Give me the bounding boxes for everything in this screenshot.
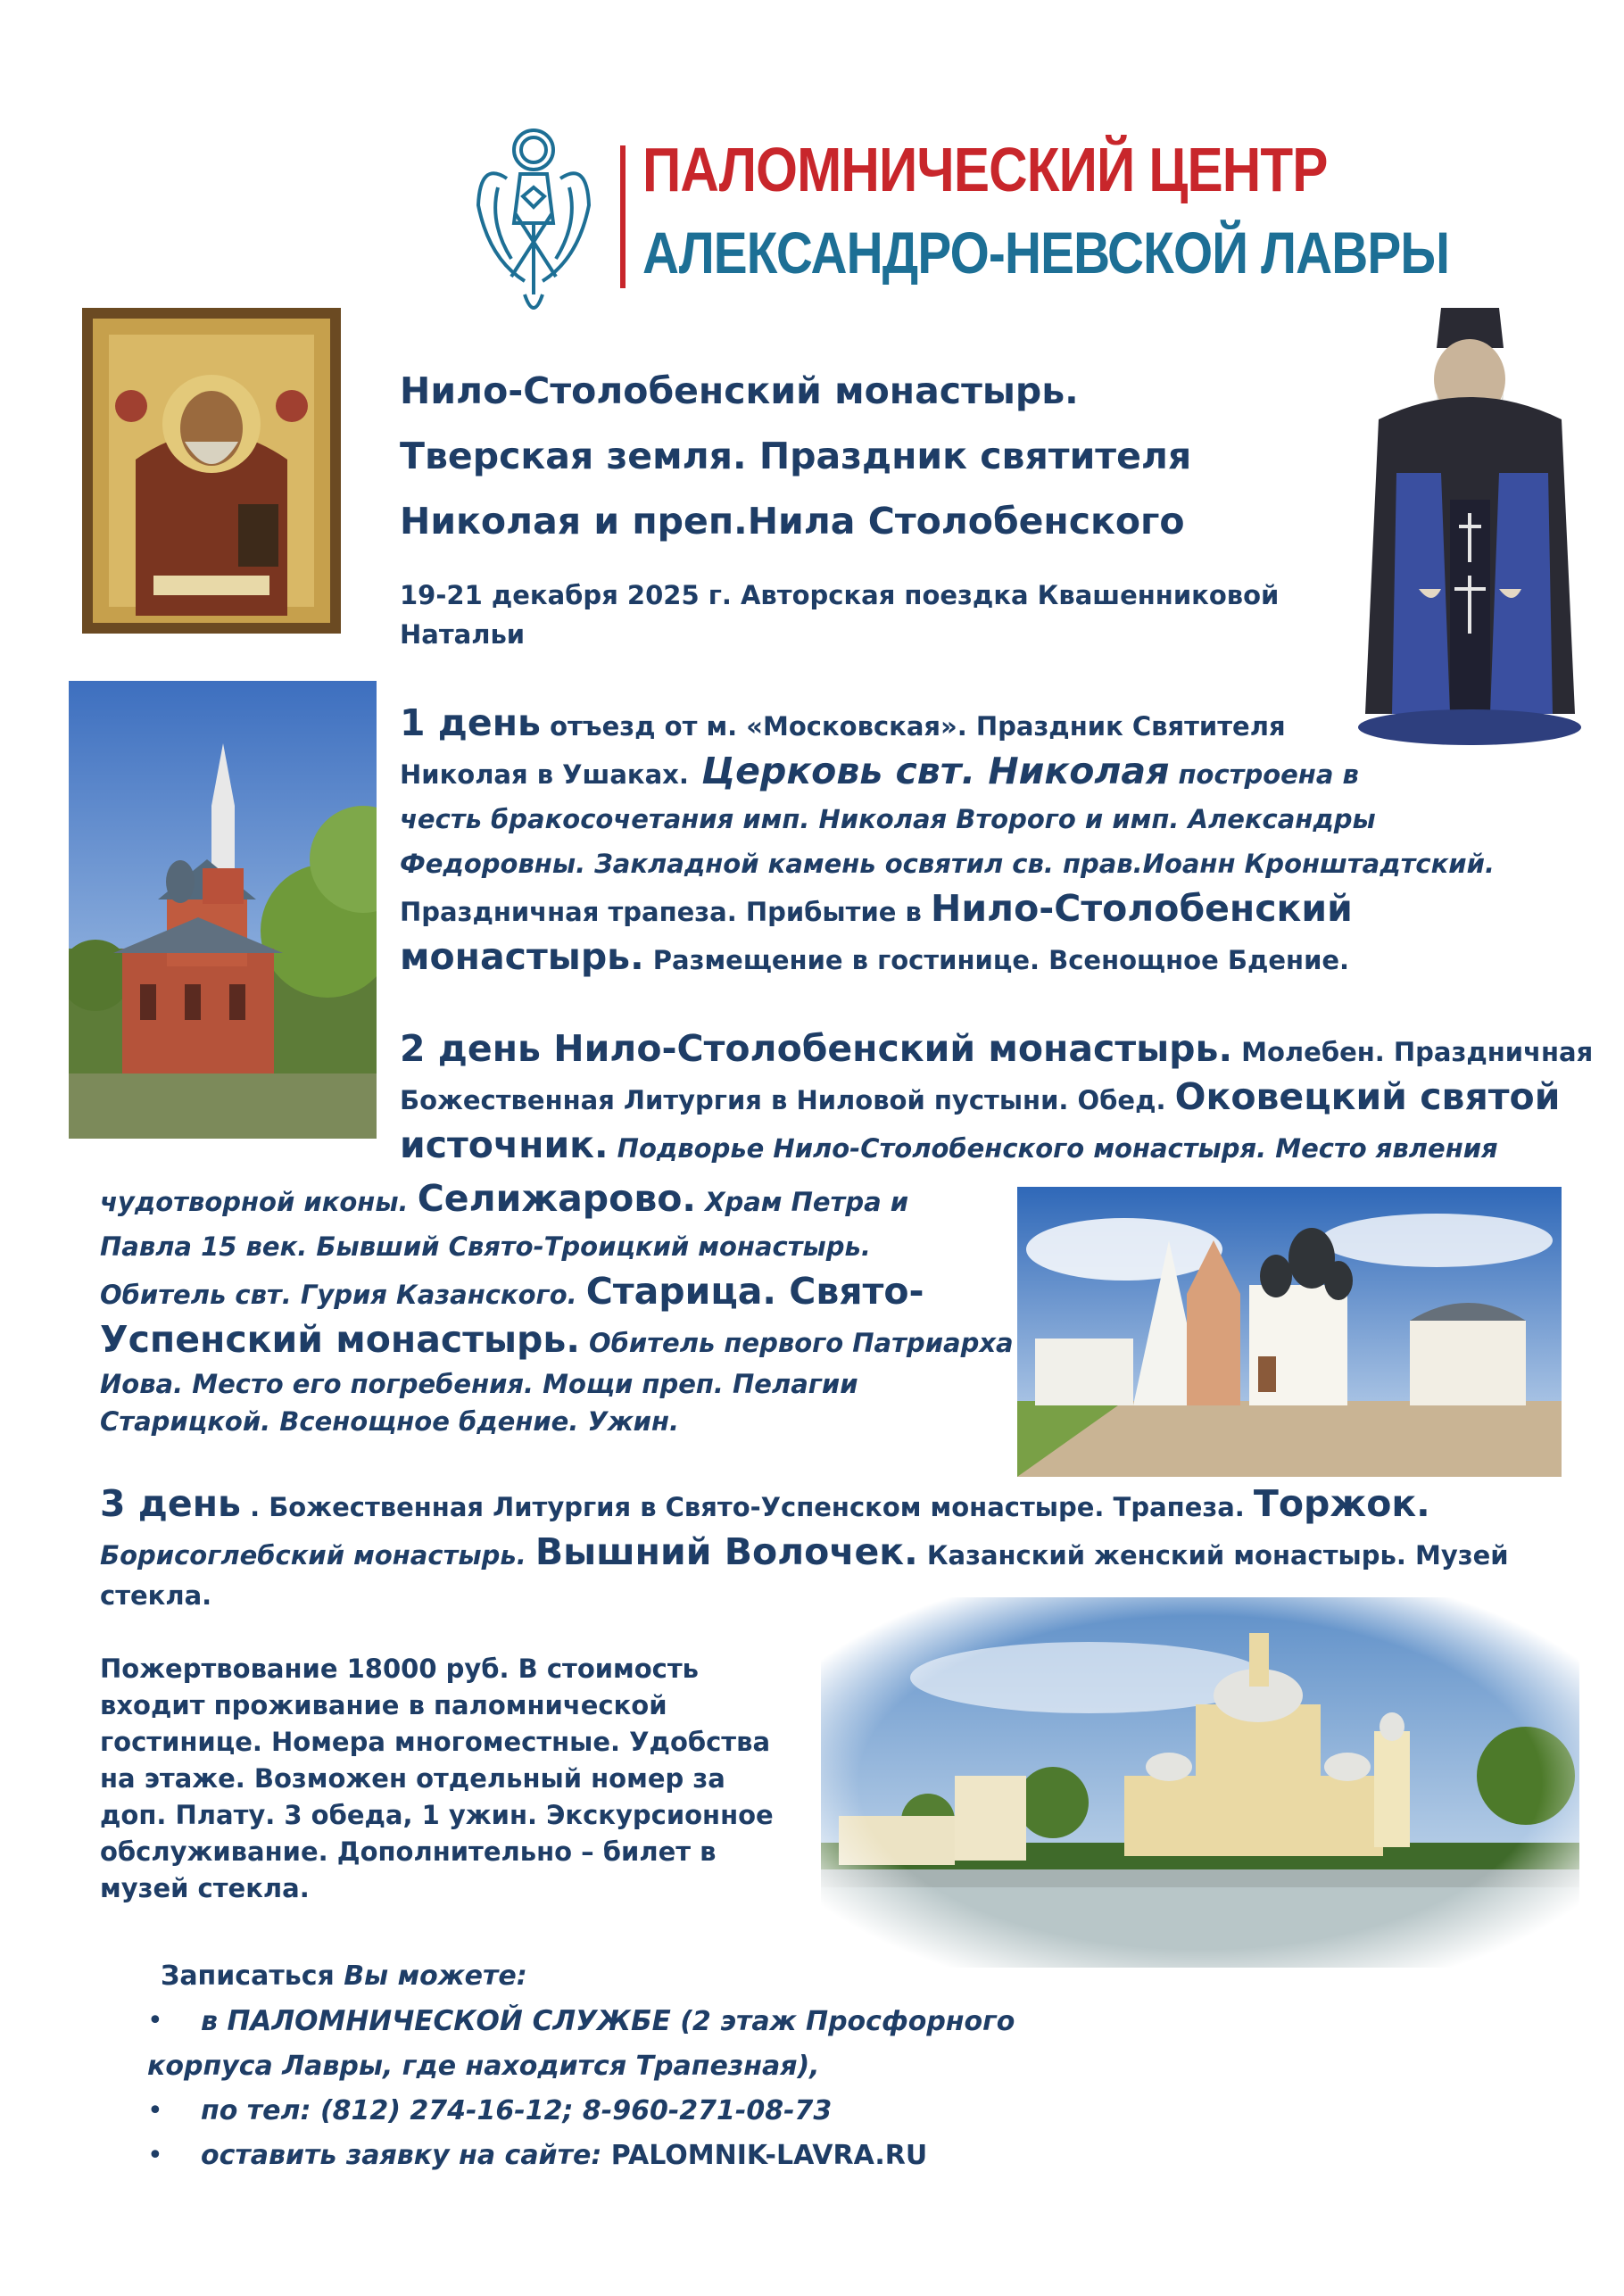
day2-text: Старицкой. Всенощное бдение. Ужин. <box>100 1406 680 1437</box>
price-block <box>100 1651 774 1907</box>
day1-text: Федоровны. Закладной камень освятил св. прав.Иоанн Кронштадтский. <box>400 849 1495 879</box>
nilo-stolobensky-monastery-image <box>821 1597 1579 1968</box>
day1-text: честь бракосочетания имп. Николая Второго и имп. Александры <box>400 804 1376 834</box>
day2-text: Иова. Место его погребения. Мощи преп. Пелагии <box>100 1369 858 1399</box>
day3-highlight: Вышний Волочек. <box>534 1530 918 1573</box>
day2-text: Павла 15 век. Бывший Свято-Троицкий монастырь. <box>100 1231 871 1262</box>
price-line: музей стекла. <box>100 1873 310 1903</box>
signup-item-text: в <box>201 2006 228 2037</box>
day1-label: 1 день <box>400 701 541 744</box>
day2-highlight: Оковецкий святой <box>1174 1075 1561 1118</box>
church-ushaki-image <box>69 681 377 1139</box>
staritsa-monastery-image <box>1017 1187 1562 1477</box>
signup-item-text: оставить заявку на сайте: <box>201 2140 611 2171</box>
st-nil-statue-image <box>1343 294 1597 767</box>
signup-lead: Записаться <box>161 1960 335 1992</box>
price-line: Пожертвование 18000 руб. В стоимость <box>100 1654 700 1684</box>
day2-text: Обитель свт. Гурия Казанского. <box>100 1280 586 1310</box>
icon-st-nicholas-image <box>82 308 341 634</box>
day3-block <box>100 1481 1509 1613</box>
pilgrim-service-name: ПАЛОМНИЧЕСКОЙ СЛУЖБЕ <box>227 2005 671 2037</box>
logo-title-line2: АЛЕКСАНДРО-НЕВСКОЙ ЛАВРЫ <box>642 220 1450 286</box>
day3-text: стекла. <box>100 1580 212 1611</box>
day1-text: Праздничная трапеза. Прибытие в <box>400 897 931 927</box>
day1-text: Николая в Ушаках. <box>400 759 689 790</box>
logo-title-line1: ПАЛОМНИЧЕСКИЙ ЦЕНТР <box>642 135 1328 204</box>
day2-text: Молебен. Праздничная <box>1232 1037 1594 1067</box>
price-line: на этаже. Возможен отдельный номер за <box>100 1763 725 1794</box>
day2-text: Подворье Нило-Столобенского монастыря. Место явления <box>608 1133 1498 1164</box>
signup-lead-text: Вы можете: <box>334 1960 527 1992</box>
day2-text: Обитель первого Патриарха <box>579 1328 1014 1358</box>
phone-numbers[interactable]: (812) 274-16-12; 8-960-271-08-73 <box>319 2095 833 2126</box>
price-line: доп. Плату. 3 обеда, 1 ужин. Экскурсионное <box>100 1800 774 1830</box>
day1-highlight: Церковь свт. Николая <box>688 750 1170 792</box>
title-line1: Нило-Столобенский монастырь. <box>400 369 1079 412</box>
day3-text: Казанский женский монастырь. Музей <box>917 1540 1509 1571</box>
signup-item-phone <box>147 2089 1015 2134</box>
title-line2: Тверская земля. Праздник святителя <box>400 435 1192 477</box>
logo-emblem <box>471 125 596 326</box>
day1-text: построена в <box>1169 759 1359 790</box>
day3-text: Борисоглебский монастырь. <box>100 1540 535 1571</box>
day2-label: 2 день <box>400 1027 541 1070</box>
day2-highlight: Старица. Свято- <box>585 1270 924 1313</box>
signup-item-text: по тел: <box>201 2095 320 2126</box>
day2-block <box>400 1026 1593 1171</box>
signup-item-text: корпуса Лавры, где находится Трапезная), <box>147 2051 820 2082</box>
trip-dates-line1: 19-21 декабря 2025 г. Авторская поездка Квашенниковой <box>400 580 1280 610</box>
signup-list <box>147 1999 1015 2178</box>
day2-text: чудотворной иконы. <box>100 1187 418 1217</box>
day3-highlight: Торжок. <box>1253 1482 1430 1525</box>
price-line: гостинице. Номера многоместные. Удобства <box>100 1727 771 1757</box>
day2-text: Храм Петра и <box>696 1187 909 1217</box>
website-link[interactable]: PALOMNIK-LAVRA.RU <box>610 2140 928 2171</box>
price-line: входит проживание в паломнической <box>100 1690 667 1720</box>
trip-dates <box>400 576 1279 654</box>
day1-highlight: монастырь. <box>400 935 644 978</box>
day1-text: отъезд от м. «Московская». Праздник Святителя <box>540 711 1286 742</box>
day3-text: . Божественная Литургия в Свято-Успенском монастыре. Трапеза. <box>240 1492 1254 1522</box>
signup-item-office <box>147 1999 1015 2089</box>
day2-text: Божественная Литургия в Ниловой пустыни. Обед. <box>400 1085 1175 1115</box>
signup-item-text: (2 этаж Просфорного <box>670 2006 1015 2037</box>
trip-dates-line2: Натальи <box>400 619 526 650</box>
day1-highlight: Нило-Столобенский <box>931 887 1353 930</box>
day2-highlight: Нило-Столобенский монастырь. <box>540 1027 1233 1070</box>
angel-emblem-icon <box>471 125 596 326</box>
day3-label: 3 день <box>100 1482 241 1525</box>
day1-block <box>400 700 1495 982</box>
logo-divider <box>620 145 626 288</box>
price-line: обслуживание. Дополнительно – билет в <box>100 1836 717 1867</box>
day2-highlight: Селижарово. <box>417 1177 697 1220</box>
signup-block <box>147 1954 1015 2178</box>
title-line3: Николая и преп.Нила Столобенского <box>400 500 1185 543</box>
day2-highlight: источник. <box>400 1123 609 1166</box>
page-title <box>400 359 1191 554</box>
day2-block-cont <box>100 1176 1014 1440</box>
day1-text: Размещение в гостинице. Всенощное Бдение. <box>643 945 1350 975</box>
signup-item-website <box>147 2134 1015 2178</box>
day2-highlight: Успенский монастырь. <box>100 1318 580 1361</box>
